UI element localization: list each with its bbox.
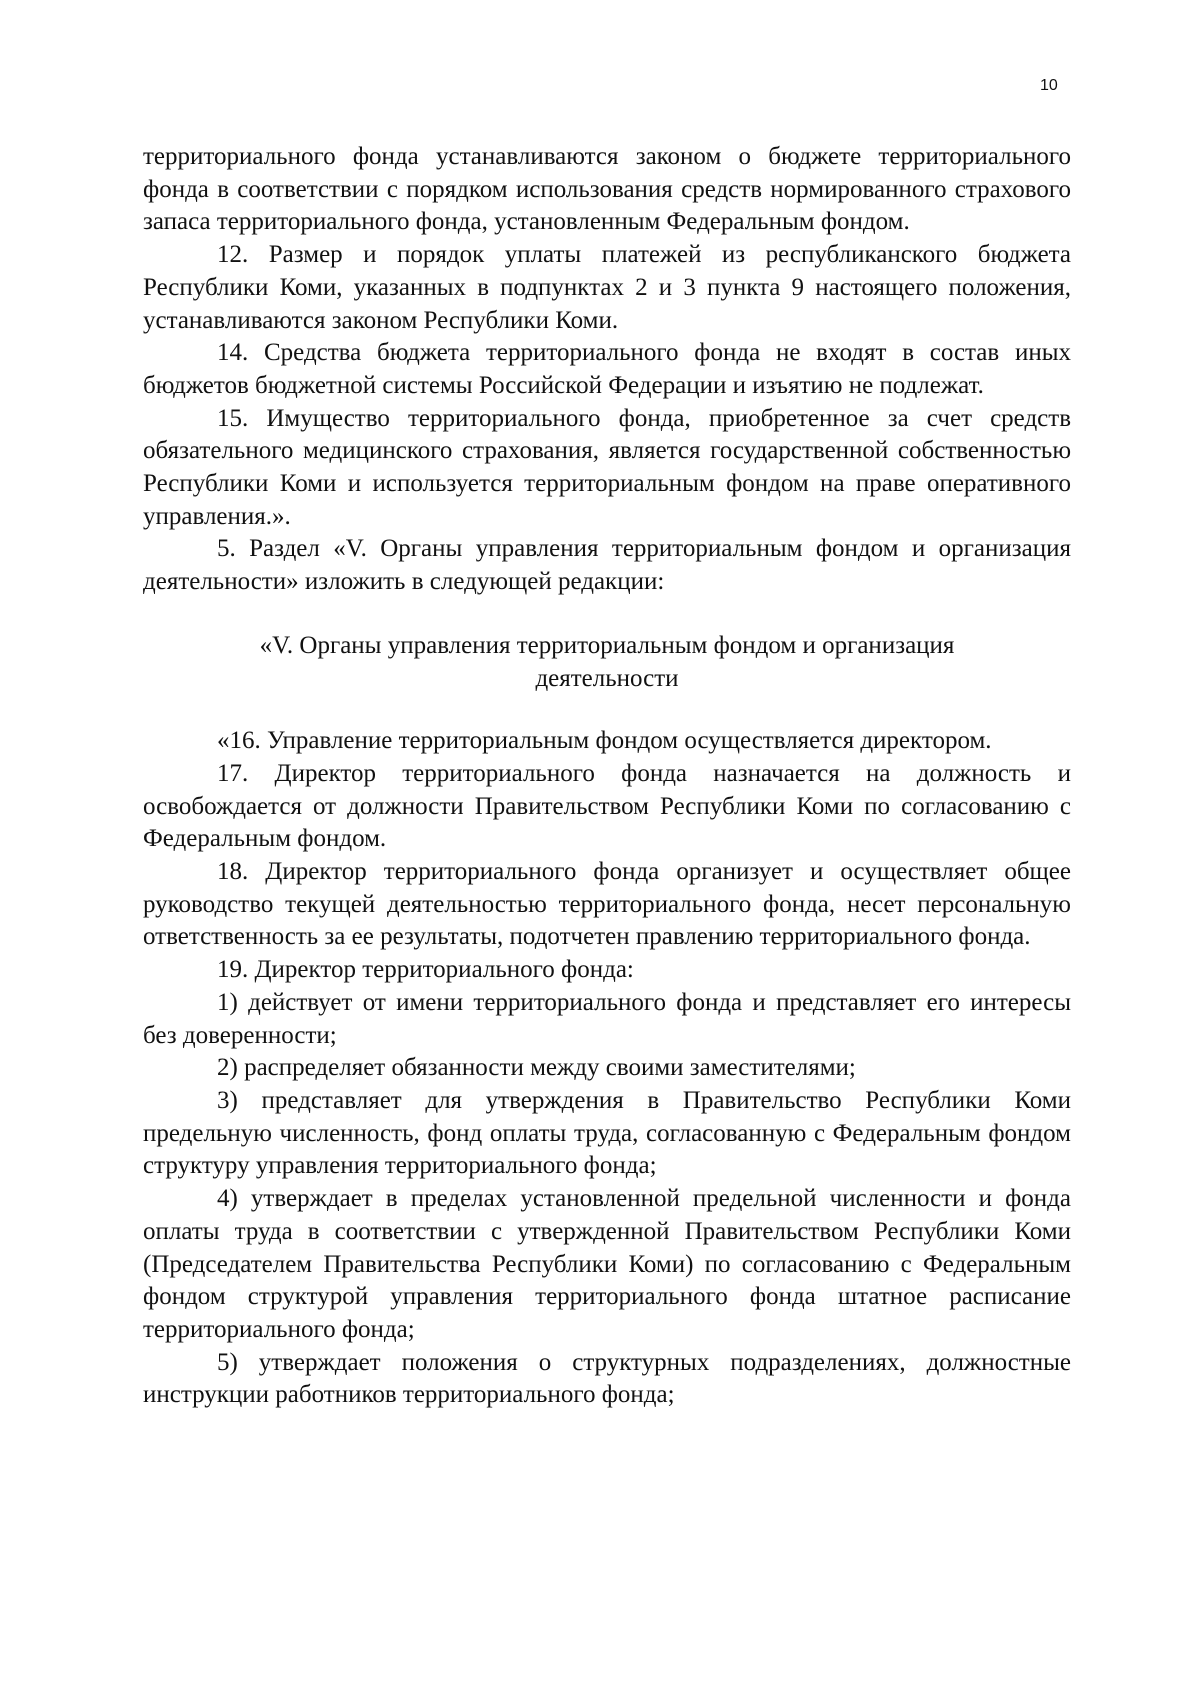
paragraph-item-12: 12. Размер и порядок уплаты платежей из республиканского бюджета Республики Коми, указанных в подпунктах 2 и 3 пункта 9 настоящего положения, устанавливаются законом Республики Коми. [143,241,1071,334]
paragraph-item-16: «16. Управление территориальным фондом осуществляется директором. [217,727,992,755]
section-heading-line-1: «V. Органы управления территориальным фондом и организация [259,631,955,659]
list-item-2: 2) распределяет обязанности между своими заместителями; [217,1054,856,1082]
paragraph-item-18: 18. Директор территориального фонда организует и осуществляет общее руководство текущей деятельностью территориального фонда, несет персональную ответственность за ее результаты, подотчетен правлению территориального фонда. [143,858,1071,951]
page-number: 10 [1040,77,1058,94]
section-heading-line-2: деятельности [535,664,679,692]
paragraph-item-17: 17. Директор территориального фонда назначается на должность и освобождается от должности Правительством Республики Коми по согласованию с Федеральным фондом. [143,759,1071,853]
section-heading [191,630,1023,695]
list-item-5: 5) утверждает положения о структурных подразделениях, должностные инструкции работников территориального фонда; [143,1348,1071,1409]
document-body [143,141,1071,1412]
paragraph-amendment-5: 5. Раздел «V. Органы управления территориальным фондом и организация деятельности» изложить в следующей редакции: [143,535,1071,596]
paragraph-item-15: 15. Имущество территориального фонда, приобретенное за счет средств обязательного медицинского страхования, является государственной собственностью Республики Коми и используется территориальным фондом на праве оперативного управления.». [143,404,1071,530]
paragraph-item-14: 14. Средства бюджета территориального фонда не входят в состав иных бюджетов бюджетной системы Российской Федерации и изъятию не подлежат. [143,339,1071,399]
list-item-3: 3) представляет для утверждения в Правительство Республики Коми предельную численность, фонд оплаты труда, согласованную с Федеральным фондом структуру управления территориального фонда; [143,1086,1071,1180]
list-item-1: 1) действует от имени территориального фонда и представляет его интересы без доверенности; [143,988,1071,1049]
paragraph-continuation: территориального фонда устанавливаются законом о бюджете территориального фонда в соответствии с порядком использования средств нормированного страхового запаса территориального фонда, установленным Федеральным фондом. [143,143,1071,236]
list-item-4: 4) утверждает в пределах установленной предельной численности и фонда оплаты труда в соответствии с утвержденной Правительством Республики Коми (Председателем Правительства Республики Коми) по согласованию с Федеральным фондом структурой управления территориального фонда штатное расписание территориального фонда; [143,1185,1071,1343]
paragraph-item-19: 19. Директор территориального фонда: [217,956,634,984]
